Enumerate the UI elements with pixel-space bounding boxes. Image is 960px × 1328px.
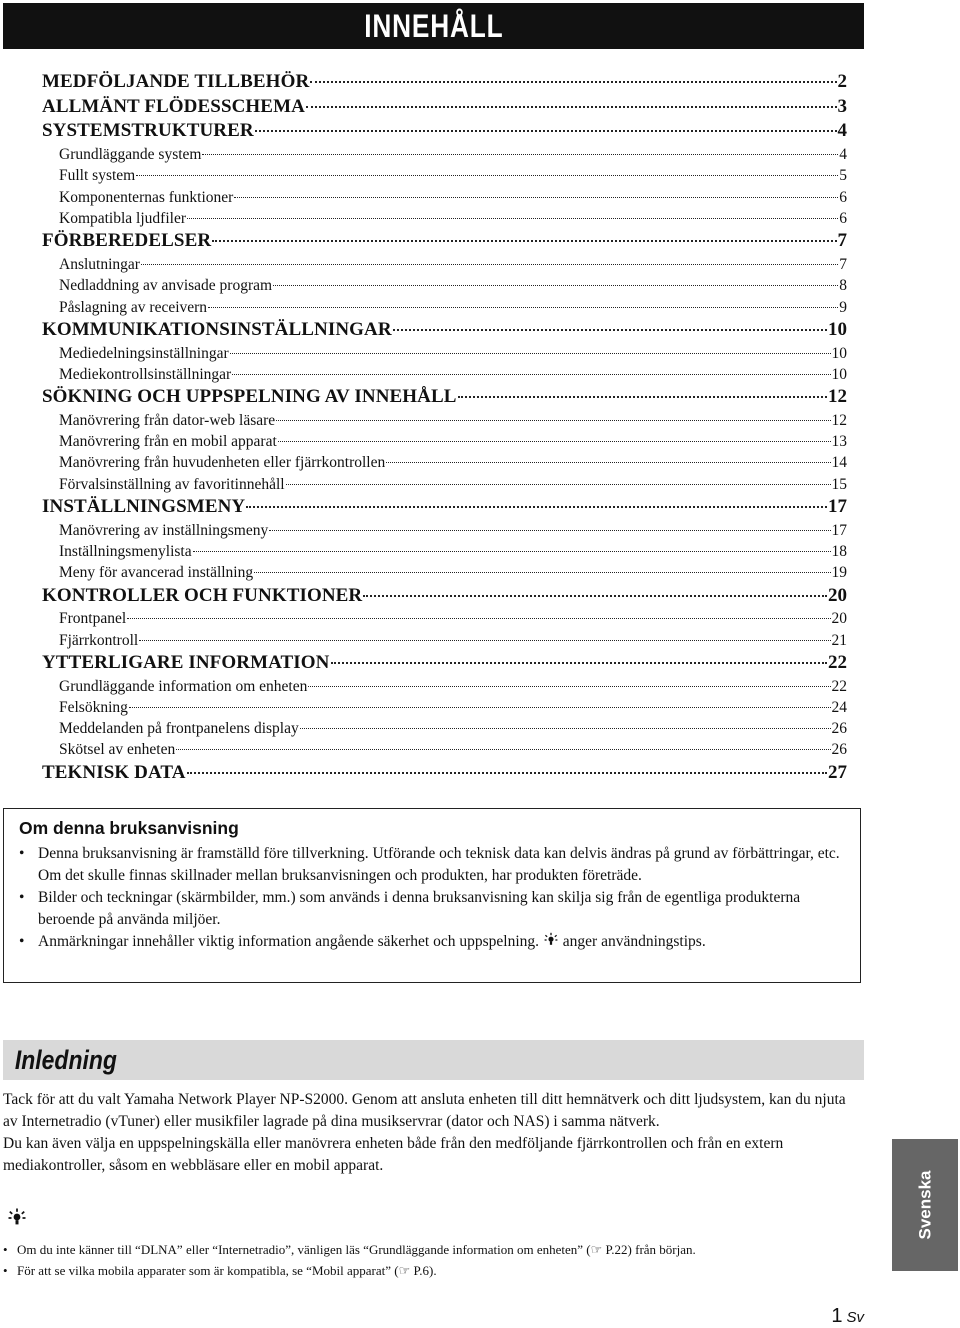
toc-page-number: 17: [831, 521, 847, 539]
toc-section[interactable]: [42, 343, 847, 364]
toc-title: Komponenternas funktioner: [59, 188, 234, 206]
lightbulb-icon: [543, 932, 559, 948]
toc-section[interactable]: [42, 718, 847, 739]
toc-leader-dots: [246, 506, 827, 508]
toc-leader-dots: [300, 728, 831, 729]
toc-leader-dots: [232, 374, 830, 375]
toc-page-number: 24: [831, 698, 847, 716]
language-tab: [892, 1139, 958, 1271]
about-list: [17, 843, 847, 954]
toc-chapter[interactable]: [42, 761, 847, 786]
toc-page-number: 8: [839, 277, 847, 295]
toc-leader-dots: [187, 218, 838, 219]
toc-page-number: 12: [828, 386, 847, 408]
toc-section[interactable]: [42, 297, 847, 318]
toc-title: Manövrering från huvudenheten eller fjärrkontrollen: [59, 454, 386, 472]
toc-leader-dots: [306, 106, 837, 108]
toc-chapter[interactable]: [42, 318, 847, 343]
lightbulb-icon: [7, 1208, 27, 1228]
toc-leader-dots: [176, 749, 830, 750]
toc-title: Meddelanden på frontpanelens display: [59, 720, 299, 738]
intro-paragraph: Tack för att du valt Yamaha Network Player NP-S2000. Genom att ansluta enheten till ditt hemnätverk och ditt ljudsystem, kan du njuta av Internetradio (vTuner) eller musikfiler lagrade på dina musikservrar (dator och NAS) i samma nätverk.: [3, 1091, 846, 1130]
toc-chapter[interactable]: [42, 584, 847, 609]
toc-section[interactable]: [42, 410, 847, 431]
toc-page-number: 7: [839, 255, 847, 273]
bullet: •: [19, 889, 25, 906]
toc-page-number: 7: [837, 230, 847, 252]
toc-title: ALLMÄNT FLÖDESSCHEMA: [42, 95, 305, 117]
toc-leader-dots: [363, 595, 827, 597]
toc-leader-dots: [127, 618, 830, 619]
toc-title: Kompatibla ljudfiler: [59, 209, 186, 227]
about-manual-box: [3, 808, 861, 983]
toc-page-number: 6: [839, 209, 847, 227]
toc-leader-dots: [286, 484, 831, 485]
toc-title: INSTÄLLNINGSMENY: [42, 495, 246, 517]
toc-title: Påslagning av receivern: [59, 298, 208, 316]
toc-title: SÖKNING OCH UPPSPELNING AV INNEHÅLL: [42, 386, 457, 408]
page-lang: Sv: [846, 1309, 864, 1326]
about-item: • Bilder och teckningar (skärmbilder, mm.) som används i denna bruksanvisning kan skilja sig från de egentliga produkterna beroende på använda miljöer.: [19, 889, 801, 928]
toc-title: Fjärrkontroll: [59, 631, 139, 649]
toc-page-number: 6: [839, 188, 847, 206]
toc-chapter[interactable]: [42, 651, 847, 676]
toc-section[interactable]: [42, 630, 847, 651]
toc-section[interactable]: [42, 676, 847, 697]
toc-leader-dots: [230, 353, 831, 354]
toc-leader-dots: [458, 396, 827, 398]
toc-leader-dots: [278, 441, 831, 442]
toc-page-number: 10: [831, 365, 847, 383]
toc-section[interactable]: [42, 541, 847, 562]
toc-title: Manövrering från dator-web läsare: [59, 411, 276, 429]
toc-title: MEDFÖLJANDE TILLBEHÖR: [42, 71, 310, 92]
toc-title: Fullt system: [59, 167, 136, 185]
toc-title: Grundläggande system: [59, 146, 202, 164]
bullet: •: [19, 933, 25, 950]
toc-title: Felsökning: [59, 698, 128, 716]
bullet: •: [19, 845, 25, 862]
toc-title: Mediekontrollsinställningar: [59, 365, 232, 383]
toc-page-number: 22: [831, 677, 847, 695]
toc-section[interactable]: [42, 608, 847, 629]
tips-section: [3, 1208, 863, 1281]
page-title-bar: [3, 3, 864, 49]
tip-item: • Om du inte känner till “DLNA” eller “Internetradio”, vänligen läs “Grundläggande information om enheten” (☞ P.22) från början.: [3, 1239, 863, 1260]
language-tab-label: Svenska: [915, 1170, 934, 1240]
toc-leader-dots: [393, 329, 827, 331]
toc-page-number: 12: [831, 411, 847, 429]
toc-leader-dots: [273, 285, 838, 286]
toc-page-number: 4: [839, 146, 847, 164]
toc-section[interactable]: [42, 187, 847, 208]
toc-page-number: 26: [831, 720, 847, 738]
toc-leader-dots: [141, 264, 838, 265]
toc-leader-dots: [331, 662, 827, 664]
toc-leader-dots: [193, 551, 831, 552]
toc-page-number: 26: [831, 741, 847, 759]
toc-section[interactable]: [42, 165, 847, 186]
toc-title: YTTERLIGARE INFORMATION: [42, 651, 330, 673]
about-item: • Denna bruksanvisning är framställd före tillverkning. Utförande och teknisk data kan delvis ändras på grund av förbättringar, etc. Om det skulle finnas skillnader mellan bruksanvisningen och produkten, har produkten företräde.: [19, 845, 840, 884]
toc-section[interactable]: [42, 364, 847, 385]
toc-page-number: 13: [831, 433, 847, 451]
toc-title: Skötsel av enheten: [59, 741, 176, 759]
toc-chapter[interactable]: [42, 70, 847, 95]
toc-page-number: 18: [831, 542, 847, 560]
toc-chapter[interactable]: [42, 495, 847, 520]
toc-title: Manövrering från en mobil apparat: [59, 433, 277, 451]
toc-title: Inställningsmenylista: [59, 542, 192, 560]
toc-page-number: 19: [831, 564, 847, 582]
toc-section[interactable]: [42, 697, 847, 718]
toc-leader-dots: [386, 462, 830, 463]
toc-chapter[interactable]: [42, 119, 847, 144]
toc-title: Nedladdning av anvisade program: [59, 277, 273, 295]
toc-title: Frontpanel: [59, 610, 127, 628]
table-of-contents: [42, 70, 847, 785]
toc-page-number: 10: [828, 318, 847, 340]
toc-chapter[interactable]: [42, 95, 847, 120]
toc-leader-dots: [208, 307, 838, 308]
toc-title: KONTROLLER OCH FUNKTIONER: [42, 584, 363, 606]
toc-title: Anslutningar: [59, 255, 140, 273]
toc-page-number: 27: [828, 761, 847, 783]
intro-text: [3, 1089, 858, 1177]
toc-section[interactable]: [42, 520, 847, 541]
toc-page-number: 20: [828, 584, 847, 606]
toc-leader-dots: [308, 686, 830, 687]
toc-page-number: 22: [828, 651, 847, 673]
toc-page-number: 9: [839, 298, 847, 316]
toc-title: Meny för avancerad inställning: [59, 564, 254, 582]
toc-page-number: 17: [828, 495, 847, 517]
bullet: •: [3, 1263, 8, 1278]
toc-section[interactable]: [42, 275, 847, 296]
page-title: INNEHÅLL: [363, 7, 504, 44]
toc-title: Manövrering av inställningsmeny: [59, 521, 269, 539]
toc-leader-dots: [276, 420, 830, 421]
toc-page-number: 3: [837, 95, 847, 117]
toc-section[interactable]: [42, 452, 847, 473]
toc-page-number: 5: [839, 167, 847, 185]
page-number: 1 Sv: [831, 1305, 864, 1327]
toc-page-number: 21: [831, 631, 847, 649]
about-item: • Anmärkningar innehåller viktig information angående säkerhet och uppspelning. anger användningstips.: [17, 931, 847, 953]
toc-leader-dots: [255, 130, 837, 132]
toc-section[interactable]: [42, 739, 847, 760]
toc-page-number: 15: [831, 475, 847, 493]
toc-leader-dots: [212, 240, 836, 242]
toc-page-number: 20: [831, 610, 847, 628]
toc-chapter[interactable]: [42, 229, 847, 254]
toc-section[interactable]: [42, 208, 847, 229]
toc-title: Grundläggande information om enheten: [59, 677, 308, 695]
section-heading: Inledning: [14, 1044, 117, 1075]
toc-section[interactable]: [42, 254, 847, 275]
toc-chapter[interactable]: [42, 385, 847, 410]
tips-list: [3, 1239, 863, 1281]
toc-section[interactable]: [42, 144, 847, 165]
toc-leader-dots: [129, 707, 831, 708]
toc-page-number: 10: [831, 344, 847, 362]
toc-leader-dots: [136, 175, 838, 176]
toc-leader-dots: [310, 81, 836, 83]
toc-leader-dots: [202, 154, 838, 155]
section-header-intro: [3, 1040, 864, 1080]
toc-section[interactable]: [42, 562, 847, 583]
toc-title: FÖRBEREDELSER: [42, 230, 212, 252]
toc-title: SYSTEMSTRUKTURER: [42, 120, 254, 142]
toc-leader-dots: [139, 640, 830, 641]
toc-section[interactable]: [42, 474, 847, 495]
intro-paragraph: Du kan även välja en uppspelningskälla eller manövrera enheten både från den medföljande fjärrkontrollen och från en extern mediakontroller, såsom en webbläsare eller en mobil apparat.: [3, 1135, 784, 1174]
bullet: •: [3, 1242, 8, 1257]
toc-leader-dots: [234, 197, 838, 198]
toc-title: KOMMUNIKATIONSINSTÄLLNINGAR: [42, 318, 392, 340]
toc-page-number: 4: [837, 120, 847, 142]
toc-leader-dots: [269, 530, 830, 531]
toc-leader-dots: [187, 772, 827, 774]
toc-page-number: 14: [831, 454, 847, 472]
toc-title: Förvalsinställning av favoritinnehåll: [59, 475, 285, 493]
tip-item: • För att se vilka mobila apparater som är kompatibla, se “Mobil apparat” (☞ P.6).: [3, 1260, 863, 1281]
toc-title: TEKNISK DATA: [42, 761, 186, 783]
about-heading: Om denna bruksanvisning: [19, 818, 239, 838]
toc-page-number: 2: [837, 71, 847, 92]
toc-section[interactable]: [42, 431, 847, 452]
toc-title: Mediedelningsinställningar: [59, 344, 229, 362]
toc-leader-dots: [254, 572, 830, 573]
